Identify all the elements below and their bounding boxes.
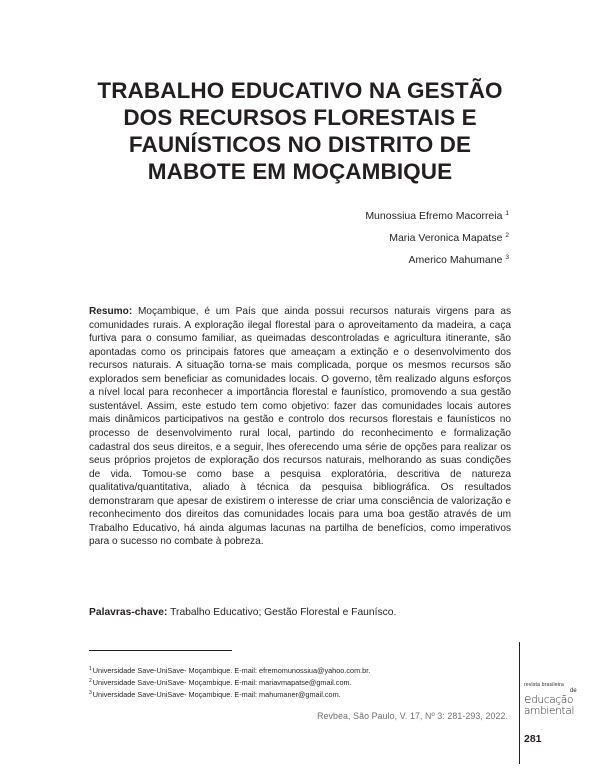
footnote-mark: 2: [89, 678, 92, 684]
author-name: Americo Mahumane: [408, 254, 503, 266]
author-line: [365, 226, 509, 248]
abstract-text: Moçambique, é um País que ainda possui recursos naturais virgens para as comunidades rurais. A exploração ilegal florestal para o aproveitamento da madeira, a caça furtiva para o consumo familiar, as queimadas descontroladas e agricultura itinerante, são apontadas como os principais fatores que ameaçam a extinção e o desenvolvimento dos recursos naturais. A situação torna-se mais complicada, porque os mesmos recursos são explorados sem beneficiar as comunidades locais. O governo, têm realizado alguns esforços a nível local para reconhecer a importância florestal e faunístico, promovendo a sua gestão sustentável. Assim, este estudo tem como objetivo: fazer das comunidades locais autores mais dinâmicos participativos na gestão e controlo dos recursos florestais e faunísticos no processo de desenvolvimento rural local, partindo do reconhecimento e formalização cadastral dos seus direitos, e a seguir, lhes oferecendo uma série de opções para realizar os seus próprios projetos de exploração dos recursos naturais, melhorando as suas condições de vida. Tomou-se como base a pesquisa exploratória, descritiva de natureza qualitativa/quantitativa, aliado à técnica da pesquisa bibliográfica. Os resultados demonstraram que apesar de existirem o interesse de criar uma consciência de valorização e reconhecimento dos direitos das comunidades locais para uma boa gestão através de um Trabalho Educativo, há ainda algumas lacunas na partilha de benefícios, como imperativos para o sucesso no combate à pobreza.: [89, 306, 511, 548]
keywords-text: Trabalho Educativo; Gestão Florestal e Faunísco.: [167, 607, 397, 619]
journal-logo-line2: de: [570, 688, 577, 694]
abstract: [89, 305, 511, 549]
footnote: [89, 688, 489, 700]
page-number: 281: [524, 733, 542, 745]
journal-logo-word: ducação: [531, 694, 574, 706]
article-title: TRABALHO EDUCATIVO NA GESTÃO DOS RECURSOS FLORESTAIS E FAUNÍSTICOS NO DISTRITO DE MABOTE EM MOÇAMBIQUE: [97, 78, 503, 185]
author-list: [365, 204, 509, 270]
abstract-label: Resumo:: [89, 306, 133, 318]
footnote-mark: 1: [89, 666, 92, 672]
footnote: [89, 676, 489, 688]
footnote-mark: 3: [89, 690, 92, 696]
journal-logo-dropcap: e: [524, 692, 532, 706]
margin-divider: [519, 642, 520, 764]
author-footnote-mark: 1: [505, 210, 509, 217]
journal-logo-line1: revista brasileira: [524, 682, 565, 688]
author-line: [365, 248, 509, 270]
journal-logo: [524, 682, 594, 717]
journal-logo-line4: ambiental: [524, 705, 575, 717]
author-name: Maria Veronica Mapatse: [389, 232, 503, 244]
footnote-text: Universidade Save-UniSave- Moçambique. E-mail: mariavmapatse@gmail.com.: [92, 678, 352, 687]
author-name: Munossiua Efremo Macorreia: [365, 210, 503, 222]
journal-citation: Revbea, São Paulo, V. 17, Nº 3: 281-293, 2022.: [317, 711, 508, 721]
author-line: [365, 204, 509, 226]
keywords-label: Palavras-chave:: [89, 607, 168, 619]
footnote-text: Universidade Save-UniSave- Moçambique. E-mail: mahumaner@gmail.com.: [92, 690, 341, 699]
footnote: [89, 664, 489, 676]
author-footnote-mark: 3: [505, 254, 509, 261]
footnote-divider: [89, 650, 232, 651]
keywords: [89, 606, 511, 620]
footnotes: [89, 664, 489, 700]
footnote-text: Universidade Save-UniSave- Moçambique. E-mail: efremomunossiua@yahoo.com.br.: [92, 666, 371, 675]
author-footnote-mark: 2: [505, 232, 509, 239]
